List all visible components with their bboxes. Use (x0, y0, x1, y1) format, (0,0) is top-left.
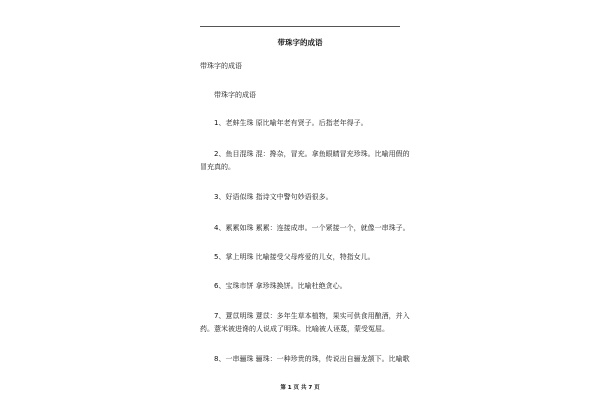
list-item-line: 7、薏苡明珠 薏苡：多年生草本植物，果实可供食用酿酒，并入 (214, 312, 410, 320)
document-subtitle: 带珠字的成语 (200, 62, 242, 70)
list-item (214, 280, 404, 293)
list-item (200, 310, 410, 336)
list-item (214, 222, 410, 235)
list-item-line: 5、掌上明珠 比喻接受父母疼爱的儿女，特指女儿。 (214, 253, 375, 261)
list-item-continuation: 冒充真的。 (200, 163, 235, 171)
list-item-line: 2、鱼目混珠 混：搀杂，冒充。拿鱼眼睛冒充珍珠。比喻用假的 (214, 150, 410, 158)
list-item-line: 3、好语似珠 指诗文中警句妙语很多。 (214, 193, 333, 201)
list-item-line: 1、老蚌生珠 原比喻年老有贤子。后指老年得子。 (214, 119, 368, 127)
header-rule (200, 26, 400, 27)
list-item-line: 4、累累如珠 累累：连接成串。一个紧接一个，就像一串珠子。 (214, 224, 410, 232)
list-item (214, 191, 404, 204)
list-item (214, 353, 410, 366)
list-item (214, 251, 404, 264)
list-item-line: 6、宝珠市饼 拿珍珠换饼。比喻杜绝贪心。 (214, 282, 347, 290)
list-item (200, 148, 410, 174)
section-heading: 带珠字的成语 (214, 91, 256, 99)
page-title: 带珠字的成语 (277, 38, 323, 47)
list-item-continuation: 药。薏米被进谗的人说成了明珠。比喻被人诬蔑，蒙受冤屈。 (200, 325, 389, 333)
page-footer: 第 1 页 共 7 页 (280, 385, 320, 391)
list-item (214, 117, 404, 130)
list-item-line: 8、一串骊珠 骊珠：一种珍贵的珠，传说出自骊龙颔下。比喻歌 (214, 355, 410, 363)
